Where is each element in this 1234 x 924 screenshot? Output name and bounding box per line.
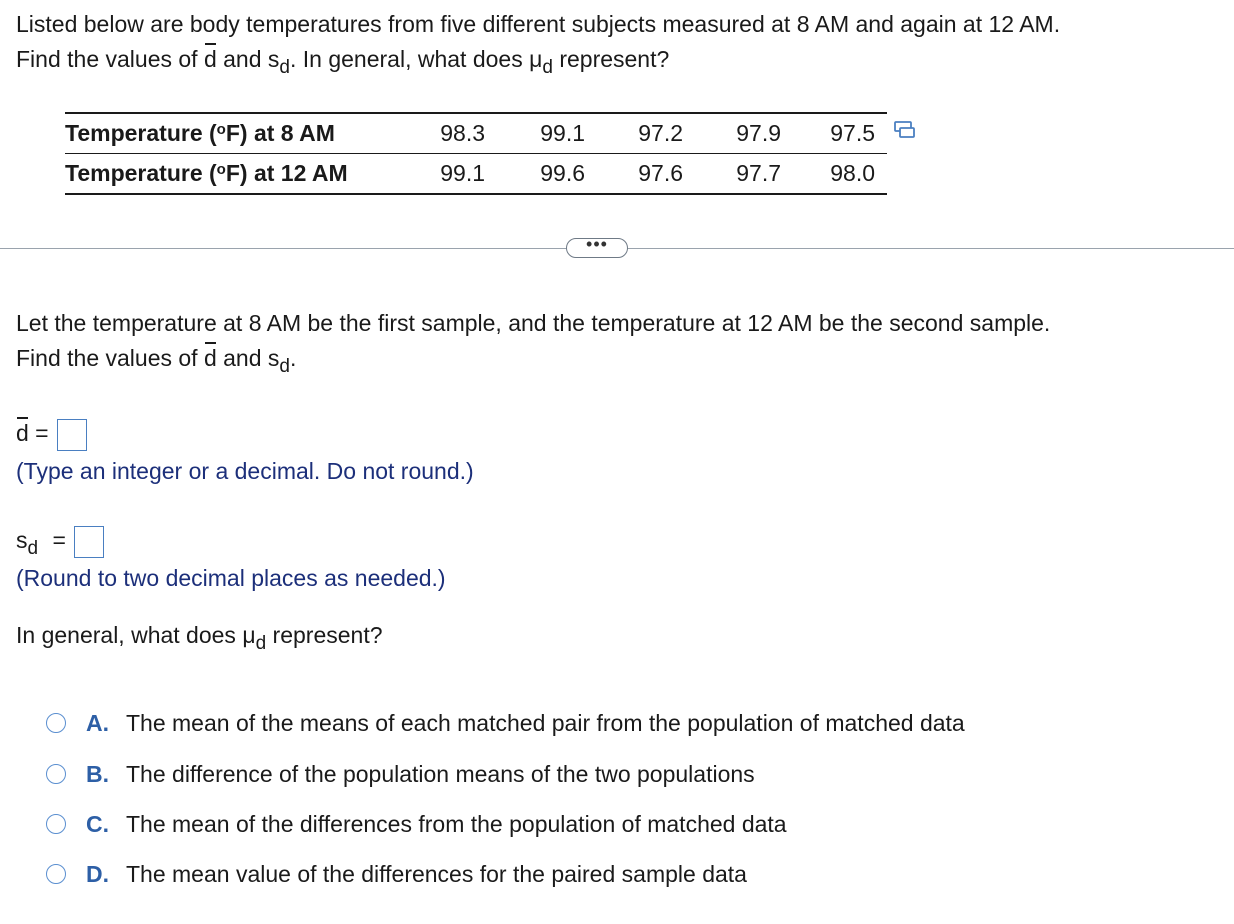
copy-icon[interactable] [893,120,917,142]
dbar-answer-input[interactable] [57,419,87,451]
row-label: Temperature ($^o$F) at 12 AM [65,160,348,186]
table-cell: 99.1 [485,113,585,154]
table-cell: 97.7 [736,160,781,186]
sd-hint: (Round to two decimal places as needed.) [16,565,446,591]
radio-d[interactable] [46,864,66,884]
question-line-2: Find the values of d and $s_d$. In general, what does $\mu_d$ represent? [16,42,669,76]
table-cell: 99.6 [540,160,585,186]
table-cell: 97.5 [781,113,887,154]
d-bar-symbol: d [204,42,217,76]
sd-answer-input[interactable] [74,526,104,558]
option-b[interactable]: B. The difference of the population means of the two populations [46,757,755,791]
table-cell: 99.1 [440,160,485,186]
table-row [65,154,887,195]
mu-question: In general, what does $\mu_d$ represent? [16,622,383,654]
mu-symbol: μ [242,622,256,648]
temperature-table [65,112,887,195]
table-cell: 97.6 [638,160,683,186]
option-c[interactable]: C. The mean of the differences from the population of matched data [46,807,787,841]
part-line-1: Let the temperature at 8 AM be the first sample, and the temperature at 12 AM be the second sample. [16,310,1051,336]
row-label: Temperature ($^o$F) at 8 AM [65,113,415,154]
radio-b[interactable] [46,764,66,784]
part-line-2: Find the values of d and $s_d$. [16,341,296,375]
table-cell: 97.2 [585,113,683,154]
table-cell: 98.3 [415,113,485,154]
radio-a[interactable] [46,713,66,733]
radio-c[interactable] [46,814,66,834]
dbar-hint: (Type an integer or a decimal. Do not round.) [16,458,474,484]
mu-symbol: μ [529,46,543,72]
table-cell: 98.0 [830,160,875,186]
more-ellipsis-icon[interactable]: ••• [566,238,628,258]
dbar-label: d = [16,416,87,451]
option-d[interactable]: D. The mean value of the differences for the paired sample data [46,857,747,891]
sd-label: $s_d$ = [16,523,104,558]
table-row [65,113,887,154]
question-line-1: Listed below are body temperatures from five different subjects measured at 8 AM and again at 12 AM. [16,11,1061,37]
table-cell: 97.9 [683,113,781,154]
option-a[interactable]: A. The mean of the means of each matched pair from the population of matched data [46,706,965,740]
